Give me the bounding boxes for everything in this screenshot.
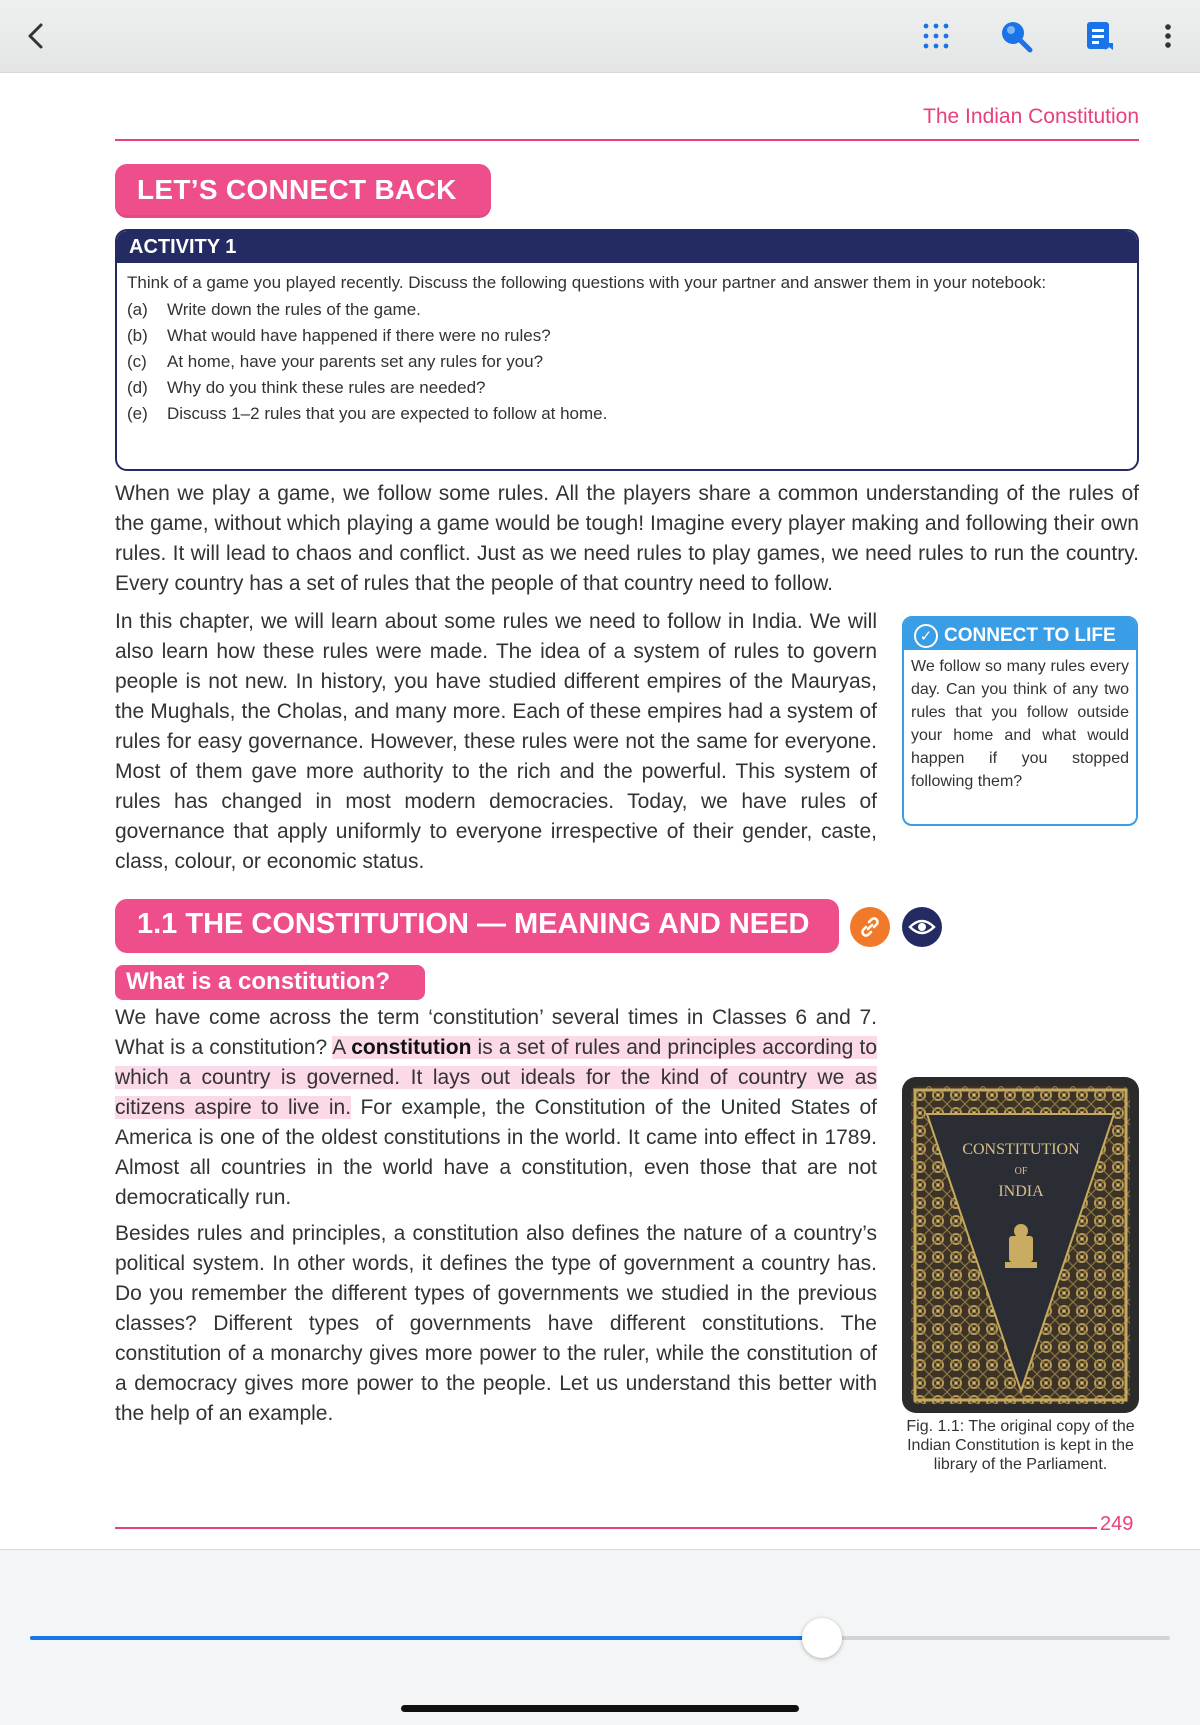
search-button[interactable] <box>994 14 1038 58</box>
cover-title-line3: INDIA <box>998 1183 1044 1200</box>
section-heading: 1.1 THE CONSTITUTION — MEANING AND NEED <box>115 899 839 953</box>
paragraph-political-system: Besides rules and principles, a constitution also defines the nature of a country’s political system. In other words, it defines the type of government a country has. Do you remember the different types of governments we studied in the previous classes? Different types of governments have different constitutions. The constitution of a monarchy gives more power to the ruler, while the constitution of a democracy gives more power to the people. Let us understand this better with the help of an example. <box>115 1222 877 1425</box>
bold-term-constitution: constitution <box>351 1036 472 1059</box>
link-button[interactable] <box>850 907 890 947</box>
question-text: Discuss 1–2 rules that you are expected to follow at home. <box>167 403 608 423</box>
chevron-left-icon <box>23 21 49 51</box>
definition-text-start: We have come across the term ‘constitution’ several times in Classes 6 and 7. What is a constitution? <box>115 1006 877 1059</box>
footer-divider <box>115 1527 1097 1529</box>
question-text: At home, have your parents set any rules for you? <box>167 351 544 371</box>
figure-constitution-cover <box>902 1077 1139 1413</box>
cover-title-line2: OF <box>1014 1166 1028 1177</box>
activity-lead: Think of a game you played recently. Discuss the following questions with your partner and answer them in your notebook: <box>127 273 1047 292</box>
question-text: Why do you think these rules are needed? <box>167 377 486 397</box>
cover-title-line1: CONSTITUTION <box>962 1141 1080 1158</box>
view-button[interactable] <box>902 907 942 947</box>
activity-box <box>115 229 1139 471</box>
constitution-cover-image <box>911 1086 1130 1404</box>
page-number: 249 <box>1100 1513 1134 1535</box>
book-page <box>0 72 1200 1550</box>
more-options-button[interactable] <box>1146 14 1190 58</box>
question-letter: (e) <box>127 403 148 423</box>
grid-dots-icon <box>922 22 950 50</box>
paragraph-games-rules: When we play a game, we follow some rules. All the players share a common understanding of the rules of the game, without which playing a game would be tough! Imagine every player making and following their own rules. It will lead to chaos and conflict. Just as we need rules to play games, we need rules to run the country. Every country has a set of rules that the people of that country need to follow. <box>115 482 1139 595</box>
question-text: What would have happened if there were no rules? <box>167 325 551 345</box>
top-toolbar <box>0 0 1200 72</box>
connect-to-life-title: CONNECT TO LIFE <box>944 625 1116 646</box>
activity-question <box>127 322 1127 348</box>
connect-to-life-header <box>904 618 1136 650</box>
running-head: The Indian Constitution <box>923 105 1139 128</box>
eye-icon <box>908 917 936 937</box>
header-divider <box>115 139 1139 141</box>
question-letter: (b) <box>127 325 148 345</box>
connect-to-life-box <box>902 616 1138 826</box>
link-icon <box>858 915 882 939</box>
notes-icon <box>1083 19 1117 53</box>
figure-caption: Fig. 1.1: The original copy of the Indian Constitution is kept in the library of the Parliament. <box>906 1418 1135 1473</box>
more-vertical-icon <box>1163 22 1173 50</box>
activity-question <box>127 296 1127 322</box>
search-icon <box>998 18 1034 54</box>
definition-text-end: For example, the Constitution of the United States of America is one of the oldest constitutions in the world. It came into effect in 1789. Almost all countries in the world have a constitution, even those that are not democratically run. <box>115 1096 877 1209</box>
notes-button[interactable] <box>1078 14 1122 58</box>
question-letter: (a) <box>127 299 148 319</box>
page-slider[interactable] <box>30 1636 1170 1640</box>
page-slider-thumb[interactable] <box>802 1618 842 1658</box>
question-text: Write down the rules of the game. <box>167 299 421 319</box>
activity-question <box>127 400 1127 426</box>
paragraph-chapter-intro: In this chapter, we will learn about some rules we need to follow in India. We will also learn how these rules were made. The idea of a system of rules to govern people is not new. In history, you have studied different empires of the Mauryas, the Mughals, the Cholas, and many more. Each of these empires had a system of rules for easy governance. However, these rules were not the same for everyone. Most of them gave more authority to the rich and the powerful. This system of rules has changed in most modern democracies. Today, we have rules of governance that apply uniformly to everyone irrespective of their gender, caste, class, colour, or economic status. <box>115 610 877 873</box>
highlight-text-a: A <box>332 1036 352 1059</box>
question-letter: (c) <box>127 351 147 371</box>
activity-question <box>127 374 1127 400</box>
activity-question <box>127 348 1127 374</box>
lets-connect-back-heading: LET’S CONNECT BACK <box>115 164 491 218</box>
grid-button[interactable] <box>914 14 958 58</box>
back-button[interactable] <box>14 14 58 58</box>
activity-title: ACTIVITY 1 <box>117 231 1137 263</box>
highlight-text-b: is a set of rules and principles according to which a country is governed. It lays out ideals for the kind of country we as citizens aspire to live in. <box>115 1036 878 1119</box>
paragraph-definition <box>115 1003 877 1213</box>
page-slider-progress <box>30 1636 822 1640</box>
question-letter: (d) <box>127 377 148 397</box>
check-circle-icon: ✓ <box>914 624 938 648</box>
subheading-what-is-constitution: What is a constitution? <box>115 965 425 1000</box>
connect-to-life-text: We follow so many rules every day. Can you think of any two rules that you follow outside your home and what would happen if you stopped following them? <box>911 658 1129 790</box>
home-indicator <box>401 1705 799 1712</box>
